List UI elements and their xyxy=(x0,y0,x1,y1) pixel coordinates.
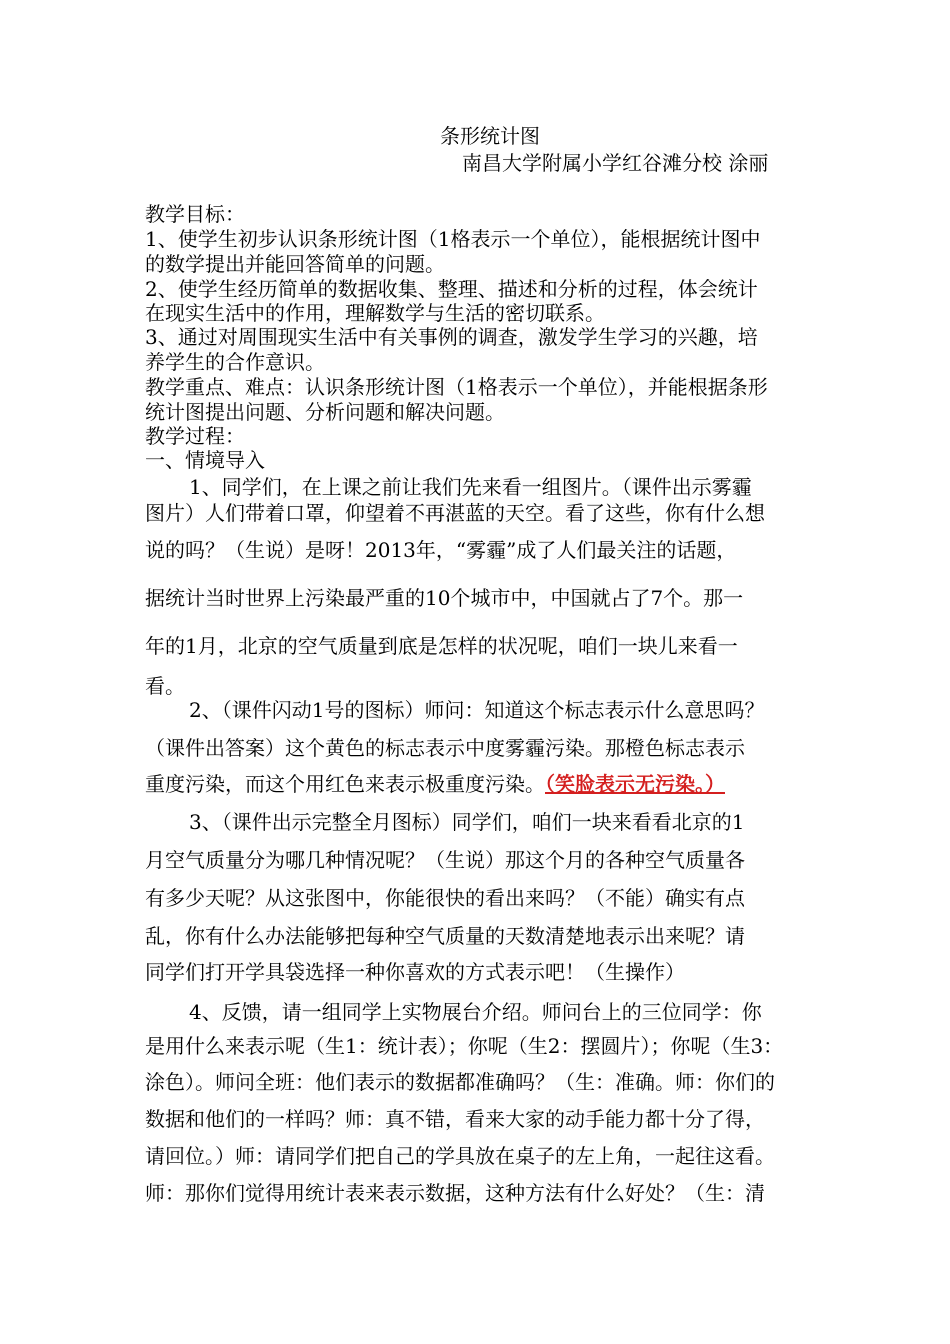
paragraph-line: 数据和他们的一样吗？师：真不错，看来大家的动手能力都十分了得， xyxy=(145,1107,765,1131)
paragraph-line: 年的1月，北京的空气质量到底是怎样的状况呢，咱们一块儿来看一 xyxy=(145,634,738,658)
paragraph-line: 3、（课件出示完整全月图标）同学们，咱们一块来看看北京的1 xyxy=(189,810,745,834)
highlighted-note: （笑脸表示无污染。） xyxy=(545,772,725,796)
paragraph-line: 4、反馈，请一组同学上实物展台介绍。师问台上的三位同学：你 xyxy=(189,1000,762,1024)
paragraph-line: 在现实生活中的作用，理解数学与生活的密切联系。 xyxy=(145,301,605,325)
paragraph-line: 师：那你们觉得用统计表来表示数据，这种方法有什么好处？（生：清 xyxy=(145,1181,765,1205)
paragraph-line: 教学重点、难点：认识条形统计图（1格表示一个单位），并能根据条形 xyxy=(145,375,768,399)
paragraph-line: 3、通过对周围现实生活中有关事例的调查，激发学生学习的兴趣，培 xyxy=(145,325,758,349)
paragraph-line: 统计图提出问题、分析问题和解决问题。 xyxy=(145,400,505,424)
section-heading: 教学过程： xyxy=(145,424,245,448)
paragraph-line: 同学们打开学具袋选择一种你喜欢的方式表示吧！（生操作） xyxy=(145,960,685,984)
paragraph-line: 的数学提出并能回答简单的问题。 xyxy=(145,252,445,276)
paragraph-line: 有多少天呢？从这张图中，你能很快的看出来吗？（不能）确实有点 xyxy=(145,886,745,910)
paragraph-line: 1、同学们，在上课之前让我们先来看一组图片。（课件出示雾霾 xyxy=(189,475,752,499)
doc-title: 条形统计图 xyxy=(440,124,540,148)
paragraph-line: 1、使学生初步认识条形统计图（1格表示一个单位），能根据统计图中 xyxy=(145,227,761,251)
doc-author: 南昌大学附属小学红谷滩分校 涂丽 xyxy=(462,151,769,175)
paragraph-line: 2、使学生经历简单的数据收集、整理、描述和分析的过程，体会统计 xyxy=(145,277,758,301)
paragraph-line: 图片）人们带着口罩，仰望着不再湛蓝的天空。看了这些，你有什么想 xyxy=(145,501,765,525)
paragraph-line: （课件出答案）这个黄色的标志表示中度雾霾污染。那橙色标志表示 xyxy=(145,736,745,760)
paragraph-line xyxy=(145,772,725,796)
paragraph-line: 请回位。）师：请同学们把自己的学具放在桌子的左上角，一起往这看。 xyxy=(145,1144,775,1168)
paragraph-line: 是用什么来表示呢（生1：统计表）；你呢（生2：摆圆片）；你呢（生3： xyxy=(145,1034,784,1058)
paragraph-line: 乱，你有什么办法能够把每种空气质量的天数清楚地表示出来呢？请 xyxy=(145,924,745,948)
paragraph-line: 月空气质量分为哪几种情况呢？（生说）那这个月的各种空气质量各 xyxy=(145,848,745,872)
section-heading: 一、情境导入 xyxy=(145,448,265,472)
section-heading: 教学目标： xyxy=(145,202,245,226)
paragraph-line: 据统计当时世界上污染最严重的10个城市中，中国就占了7个。那一 xyxy=(145,586,744,610)
paragraph-line: 2、（课件闪动1号的图标）师问：知道这个标志表示什么意思吗？ xyxy=(189,698,765,722)
paragraph-line: 看。 xyxy=(145,674,185,698)
paragraph-text: 重度污染，而这个用红色来表示极重度污染。 xyxy=(145,772,545,796)
paragraph-line: 养学生的合作意识。 xyxy=(145,350,325,374)
paragraph-line: 说的吗？（生说）是呀！2013年，“雾霾”成了人们最关注的话题， xyxy=(145,538,737,562)
paragraph-line: 涂色）。师问全班：他们表示的数据都准确吗？（生：准确。师：你们的 xyxy=(145,1070,775,1094)
